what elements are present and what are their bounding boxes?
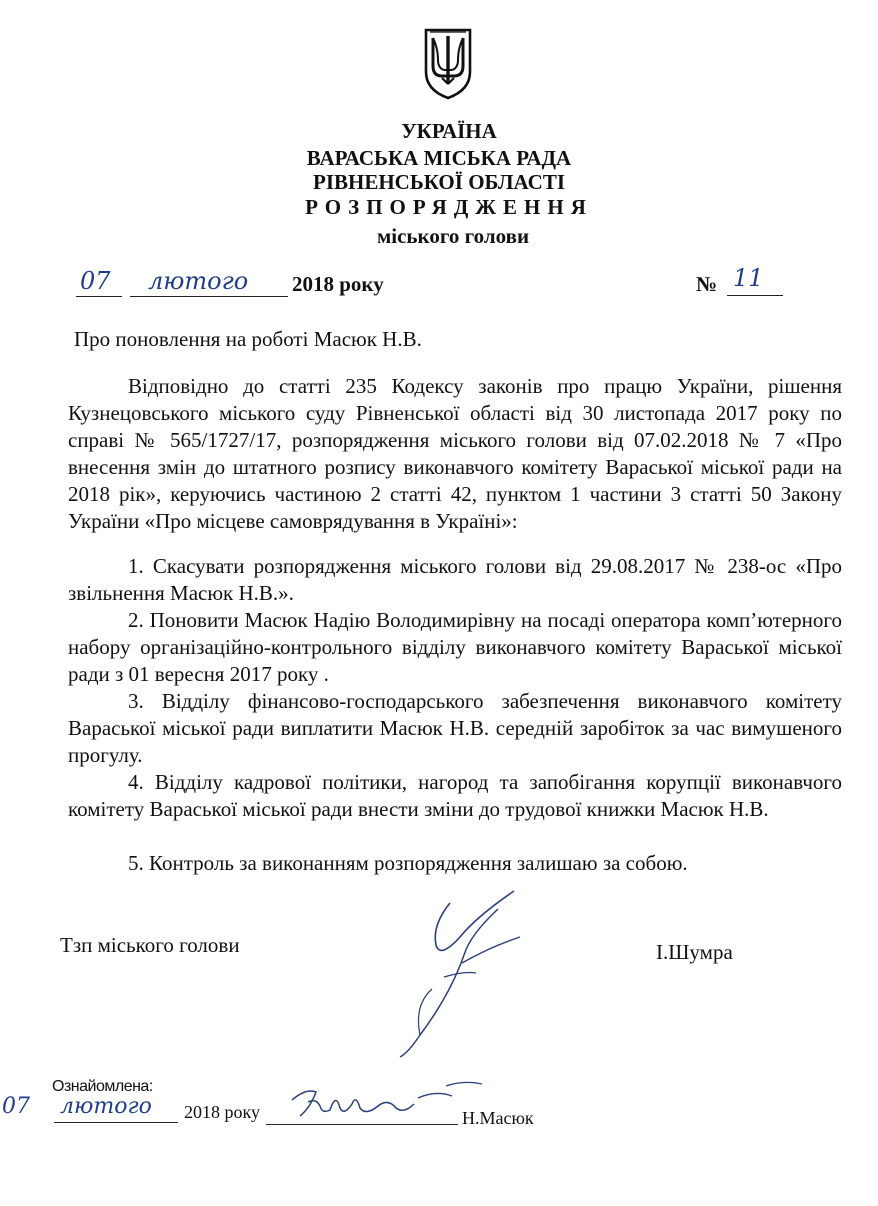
- order-item-4: 4. Відділу кадрової політики, нагород та запобігання корупції виконавчого комітету Вараської міської ради внести зміни до трудової книжки Масюк Н.В.: [68, 770, 842, 821]
- ack-employee-name: Н.Масюк: [462, 1108, 534, 1128]
- header-doc-type: РОЗПОРЯДЖЕННЯ: [305, 195, 593, 219]
- ack-year: 2018 року: [184, 1102, 260, 1122]
- handwritten-month: лютого: [148, 267, 249, 295]
- header-region: РІВНЕНСЬКОЇ ОБЛАСТІ: [313, 170, 565, 194]
- order-item-3: 3. Відділу фінансово-господарського забезпечення виконавчого комітету Вараської міської ради виплатити Масюк Н.В. середній заробіток за час вимушеного прогулу.: [68, 689, 842, 767]
- day-underline: [76, 296, 122, 297]
- handwritten-number: 11: [733, 264, 764, 292]
- ack-handwritten-month: лютого: [60, 1094, 152, 1119]
- order-item-5: 5. Контроль за виконанням розпорядження залишаю за собою.: [128, 851, 688, 875]
- number-underline: [727, 295, 783, 296]
- trident-coat-of-arms-icon: [420, 26, 476, 100]
- header-country: УКРАЇНА: [401, 119, 497, 143]
- ack-handwritten-day: 07: [2, 1094, 30, 1119]
- header-council: ВАРАСЬКА МІСЬКА РАДА: [306, 146, 572, 170]
- mayor-signature: [380, 885, 540, 1065]
- date-year: 2018 року: [292, 272, 384, 296]
- order-item-1: 1. Скасувати розпорядження міського голови від 29.08.2017 № 238-ос «Про звільнення Масюк Н.В.».: [68, 554, 842, 605]
- order-item-2: 2. Поновити Масюк Надію Володимирівну на посаді оператора комп’ютерного набору організаційно-контрольного відділу виконавчого комітету Вараської міської ради з 01 вересня 2017 року .: [68, 608, 842, 686]
- handwritten-day: 07: [80, 267, 111, 295]
- acknowledgement-label: Ознайомлена:: [52, 1078, 153, 1095]
- document-subject: Про поновлення на роботі Масюк Н.В.: [74, 327, 422, 351]
- employee-signature: [286, 1078, 486, 1126]
- number-label: №: [696, 272, 718, 296]
- header-issuer: міського голови: [376, 224, 530, 248]
- preamble-paragraph: Відповідно до статті 235 Кодексу законів про працю України, рішення Кузнецовського міського суду Рівненської області від 30 листопада 2017 року по справі № 565/1727/17, розпорядження міського голови від 07.02.2018 № 7 «Про внесення змін до штатного розпису виконавчого комітету Вараської міської ради на 2018 рік», керуючись частиною 2 статті 42, пунктом 1 частини 3 статті 50 Закону України «Про місцеве самоврядування в Україні»:: [68, 374, 842, 533]
- signatory-position: Тзп міського голови: [60, 933, 240, 957]
- month-underline: [130, 296, 288, 297]
- ack-date-underline: [54, 1122, 178, 1123]
- signatory-name: І.Шумра: [656, 940, 733, 964]
